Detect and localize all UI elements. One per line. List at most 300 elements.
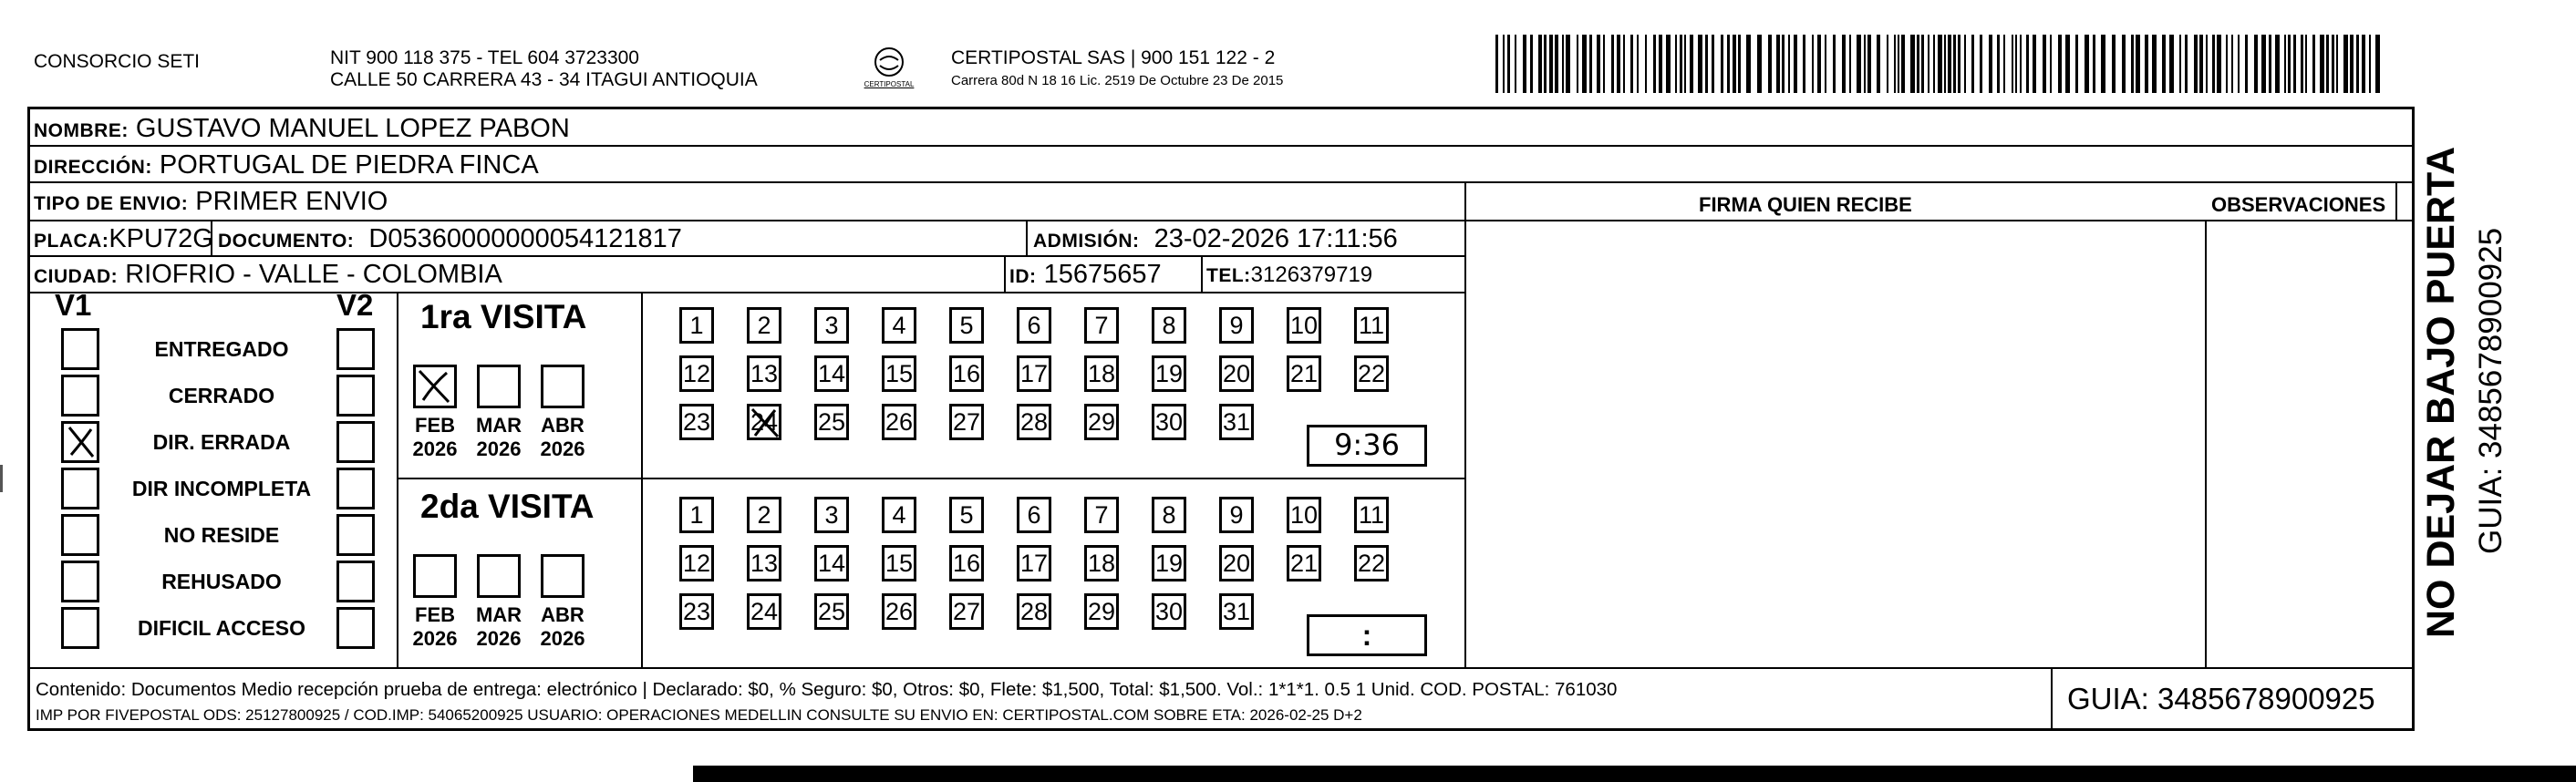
day-box[interactable] [1017, 307, 1051, 344]
day-number: 26 [885, 408, 914, 436]
day-box[interactable] [882, 307, 916, 344]
day-number: 11 [1358, 501, 1385, 529]
day-number: 4 [892, 501, 906, 529]
barcode-bar [2212, 35, 2215, 93]
footer-guia: GUIA: 3485678900925 [2067, 682, 2375, 715]
day-number: 31 [1222, 408, 1251, 436]
day-box[interactable] [1219, 593, 1254, 630]
day-number: 20 [1222, 360, 1251, 387]
day-box[interactable] [1219, 497, 1254, 533]
ciudad-value: RIOFRIO - VALLE - COLOMBIA [125, 260, 502, 289]
barcode-bar [1887, 35, 1888, 93]
ciudad-row: CIUDAD: RIOFRIO - VALLE - COLOMBIA [34, 260, 502, 289]
v1-checkbox[interactable] [61, 607, 99, 649]
day-box[interactable] [814, 404, 849, 440]
id-row: ID: 15675657 [1009, 260, 1162, 289]
barcode-bar [1555, 35, 1558, 93]
barcode-bar [1544, 35, 1547, 93]
status-label: DIR. ERRADA [152, 430, 291, 454]
direccion-row: DIRECCIÓN: PORTUGAL DE PIEDRA FINCA [34, 150, 539, 180]
barcode-bar [1768, 35, 1772, 93]
observaciones-label: OBSERVACIONES [2211, 193, 2386, 216]
day-number: 27 [952, 408, 981, 436]
barcode-bar [2015, 35, 2017, 93]
day-box[interactable] [1354, 545, 1389, 581]
day-number: 6 [1027, 501, 1041, 529]
day-box[interactable] [679, 404, 714, 440]
barcode-bar [1698, 35, 1702, 93]
day-box[interactable] [1084, 404, 1119, 440]
day-box[interactable] [1084, 545, 1119, 581]
month-checkbox[interactable] [477, 554, 521, 598]
day-number: 10 [1289, 312, 1319, 339]
barcode-bar [1953, 35, 1956, 93]
day-number: 16 [952, 550, 981, 577]
month-label: FEB [415, 603, 455, 626]
day-box[interactable] [814, 497, 849, 533]
day-box[interactable] [1084, 355, 1119, 392]
day-box[interactable] [679, 307, 714, 344]
day-number: 17 [1019, 550, 1049, 577]
barcode-bar [1867, 35, 1871, 93]
day-box[interactable] [1084, 497, 1119, 533]
barcode-bar [2012, 35, 2013, 93]
barcode-bar [2065, 35, 2070, 93]
barcode-image [1495, 35, 2385, 93]
day-box[interactable] [1017, 545, 1051, 581]
barcode-bar [1549, 35, 1553, 93]
barcode-bar [1933, 35, 1935, 93]
day-box[interactable] [1287, 307, 1321, 344]
barcode-bar [2320, 35, 2324, 93]
barcode-bar [1577, 35, 1578, 93]
admision-value: 23-02-2026 17:11:56 [1154, 224, 1398, 253]
day-box[interactable] [949, 545, 984, 581]
month-year: 2026 [540, 627, 585, 650]
month-checkbox[interactable] [541, 554, 585, 598]
month-year: 2026 [412, 437, 458, 460]
day-box[interactable] [679, 593, 714, 630]
barcode-bar [2185, 35, 2188, 93]
barcode-bar [1507, 35, 1510, 93]
barcode-bar [1495, 35, 1498, 93]
day-box[interactable] [1354, 307, 1389, 344]
barcode-bar [1989, 35, 1992, 93]
v1-checkbox[interactable] [61, 328, 99, 370]
barcode-bar [1566, 35, 1570, 93]
day-box[interactable] [1287, 497, 1321, 533]
day-number: 30 [1154, 598, 1184, 625]
day-number: 21 [1289, 550, 1319, 577]
day-number: 21 [1289, 360, 1319, 387]
day-box[interactable] [1017, 497, 1051, 533]
barcode-bar [1582, 35, 1587, 93]
day-number: 29 [1087, 408, 1116, 436]
side-guia: GUIA: 3485678900925 [2473, 227, 2509, 554]
v2-checkbox[interactable] [336, 328, 375, 370]
barcode-bar [2226, 35, 2228, 93]
barcode-bar [2050, 35, 2052, 93]
barcode-bar [1917, 35, 1919, 93]
day-box[interactable] [1152, 307, 1186, 344]
barcode-bar [1980, 35, 1982, 93]
month-checkbox[interactable] [541, 365, 585, 408]
day-box[interactable] [949, 497, 984, 533]
v1-checkbox[interactable] [61, 468, 99, 509]
month-label: MAR [475, 414, 522, 437]
tipo-envio-row: TIPO DE ENVIO: PRIMER ENVIO [34, 187, 388, 216]
admision-row: ADMISIÓN: 23-02-2026 17:11:56 [1033, 224, 1398, 253]
day-box[interactable] [1084, 593, 1119, 630]
month-checkbox[interactable] [413, 365, 457, 408]
v1-label: V1 [55, 288, 92, 322]
day-number: 9 [1229, 501, 1244, 529]
v2-checkbox[interactable] [336, 561, 375, 602]
visita2-title: 2da VISITA [420, 488, 595, 525]
day-number: 22 [1357, 550, 1386, 577]
barcode-bar [1825, 35, 1826, 93]
day-box[interactable] [814, 355, 849, 392]
barcode-bar [1659, 35, 1662, 93]
barcode-bar [1938, 35, 1942, 93]
v1-checkbox[interactable] [61, 421, 99, 463]
day-number: 11 [1358, 312, 1385, 339]
v2-checkbox[interactable] [336, 607, 375, 649]
v1-checkbox[interactable] [61, 561, 99, 602]
day-number: 22 [1357, 360, 1386, 387]
nombre-value: GUSTAVO MANUEL LOPEZ PABON [135, 114, 570, 143]
barcode-bar [1921, 35, 1924, 93]
barcode-bar [1637, 35, 1639, 93]
barcode-bar [1898, 35, 1899, 93]
barcode-bar [1538, 35, 1542, 93]
barcode-bar [1910, 35, 1915, 93]
id-value: 15675657 [1043, 260, 1162, 289]
barcode-bar [2254, 35, 2258, 93]
barcode-bar [1680, 35, 1682, 93]
tipo-envio-value: PRIMER ENVIO [195, 187, 388, 216]
barcode-bar [1803, 35, 1805, 93]
day-number: 13 [750, 550, 779, 577]
day-box[interactable] [1354, 355, 1389, 392]
day-box[interactable] [882, 545, 916, 581]
barcode-bar [2043, 35, 2046, 93]
barcode-bar [1666, 35, 1671, 93]
day-number: 28 [1019, 598, 1049, 625]
day-number: 1 [689, 501, 704, 529]
barcode-bar [2293, 35, 2296, 93]
barcode-bar [2131, 35, 2134, 93]
day-number: 8 [1162, 312, 1176, 339]
barcode-bar [1894, 35, 1896, 93]
barcode-bar [2305, 35, 2307, 93]
day-box[interactable] [1084, 307, 1119, 344]
day-number: 4 [892, 312, 906, 339]
day-box[interactable] [814, 545, 849, 581]
barcode-bar [2179, 35, 2181, 93]
barcode-bar [1721, 35, 1723, 93]
barcode-bar [2152, 35, 2157, 93]
v1-checkbox[interactable] [61, 514, 99, 556]
barcode-bar [1944, 35, 1946, 93]
day-number: 2 [757, 312, 771, 339]
day-box[interactable] [814, 307, 849, 344]
barcode-bar [2343, 35, 2348, 93]
barcode-bar [2332, 35, 2334, 93]
day-number: 7 [1094, 501, 1109, 529]
status-label: CERRADO [168, 384, 275, 407]
day-box[interactable] [1287, 545, 1321, 581]
day-box[interactable] [1152, 355, 1186, 392]
day-number: 5 [959, 501, 974, 529]
day-box[interactable] [679, 497, 714, 533]
day-number: 19 [1154, 360, 1184, 387]
barcode-bar [2033, 35, 2036, 93]
day-box[interactable] [679, 355, 714, 392]
barcode-bar [2003, 35, 2005, 93]
day-number: 9 [1229, 312, 1244, 339]
barcode-bar [2122, 35, 2126, 93]
barcode-bar [2169, 35, 2174, 93]
day-number: 7 [1094, 312, 1109, 339]
barcode-bar [2145, 35, 2148, 93]
barcode-bar [1503, 35, 1505, 93]
tel-row: TEL:3126379719 [1206, 262, 1373, 287]
day-box[interactable] [1152, 593, 1186, 630]
barcode-bar [1630, 35, 1633, 93]
month-label: FEB [415, 414, 455, 437]
day-box[interactable] [949, 404, 984, 440]
barcode-bar [2020, 35, 2022, 93]
month-checkbox[interactable] [413, 554, 457, 598]
direccion-value: PORTUGAL DE PIEDRA FINCA [159, 150, 539, 180]
day-number: 20 [1222, 550, 1251, 577]
day-box[interactable] [1287, 355, 1321, 392]
day-number: 5 [959, 312, 974, 339]
nombre-row: NOMBRE: GUSTAVO MANUEL LOPEZ PABON [34, 114, 570, 143]
day-box[interactable] [1017, 593, 1051, 630]
month-label: MAR [475, 603, 522, 626]
company-name: CONSORCIO SETI [34, 51, 201, 72]
day-number: 3 [824, 312, 839, 339]
barcode-bar [2238, 35, 2240, 93]
day-box[interactable] [949, 307, 984, 344]
barcode-bar [1901, 35, 1905, 93]
day-box[interactable] [1152, 404, 1186, 440]
month-year: 2026 [412, 627, 458, 650]
day-number: 29 [1087, 598, 1116, 625]
day-box[interactable] [747, 355, 781, 392]
barcode-bar [1849, 35, 1851, 93]
barcode-bar [1782, 35, 1785, 93]
barcode-bar [2362, 35, 2365, 93]
barcode-bar [2326, 35, 2329, 93]
barcode-bar [1833, 35, 1836, 93]
day-number: 6 [1027, 312, 1041, 339]
barcode-bar [1603, 35, 1605, 93]
barcode-bar [1675, 35, 1677, 93]
day-box[interactable] [1354, 497, 1389, 533]
barcode-bar [1757, 35, 1762, 93]
barcode-bar [1958, 35, 1960, 93]
day-number: 18 [1087, 550, 1116, 577]
month-label: ABR [541, 603, 585, 626]
month-year: 2026 [476, 627, 522, 650]
day-number: 18 [1087, 360, 1116, 387]
day-box[interactable] [1017, 355, 1051, 392]
barcode-bar [2369, 35, 2371, 93]
barcode-bar [1877, 35, 1880, 93]
day-box[interactable] [1219, 355, 1254, 392]
day-box[interactable] [747, 307, 781, 344]
day-box[interactable] [882, 497, 916, 533]
day-box[interactable] [1152, 545, 1186, 581]
day-number: 3 [824, 501, 839, 529]
page-edge [693, 766, 2576, 782]
visita1-time[interactable]: 9:36 [1307, 425, 1427, 467]
month-label: ABR [541, 414, 585, 437]
day-box[interactable] [882, 593, 916, 630]
barcode-bar [1617, 35, 1620, 93]
day-number: 28 [1019, 408, 1049, 436]
barcode-bar [2085, 35, 2089, 93]
barcode-bar [2336, 35, 2338, 93]
barcode-bar [1738, 35, 1741, 93]
placa-row: PLACA:KPU72G [34, 224, 213, 253]
barcode-bar [1530, 35, 1533, 93]
documento-row: DOCUMENTO: D05360000000054121817 [218, 224, 682, 253]
day-number: 24 [750, 408, 779, 436]
day-box[interactable] [814, 593, 849, 630]
logo-text: CERTIPOSTAL [864, 80, 915, 88]
nit-line: NIT 900 118 375 - TEL 604 3723300 [330, 47, 639, 68]
barcode-bar [2136, 35, 2140, 93]
day-box[interactable] [1219, 404, 1254, 440]
day-box[interactable] [747, 404, 781, 440]
day-number: 23 [682, 598, 711, 625]
day-number: 16 [952, 360, 981, 387]
barcode-bar [1597, 35, 1600, 93]
day-box[interactable] [1219, 545, 1254, 581]
barcode-bar [2275, 35, 2280, 93]
barcode-bar [2356, 35, 2359, 93]
barcode-bar [1842, 35, 1846, 93]
barcode-bar [2261, 35, 2266, 93]
day-box[interactable] [747, 545, 781, 581]
scan-mark [0, 465, 3, 492]
v2-checkbox[interactable] [336, 421, 375, 463]
barcode-bar [1684, 35, 1686, 93]
barcode-bar [1653, 35, 1656, 93]
day-box[interactable] [949, 593, 984, 630]
status-label: NO RESIDE [163, 523, 280, 547]
day-number: 10 [1289, 501, 1319, 529]
v2-label: V2 [336, 288, 374, 322]
day-box[interactable] [747, 497, 781, 533]
footer-line2: IMP POR FIVEPOSTAL ODS: 25127800925 / COD.IMP: 54065200925 USUARIO: OPERACIONES MEDELLIN CONSULTE SU ENVIO EN: CERTIPOSTAL.COM SOBRE ETA: 2026-02-25 D+2 [36, 706, 1362, 724]
visita2-time[interactable]: : [1307, 614, 1427, 656]
day-number: 25 [817, 408, 846, 436]
day-box[interactable] [1152, 497, 1186, 533]
barcode-bar [2075, 35, 2078, 93]
v2-checkbox[interactable] [336, 514, 375, 556]
firma-label: FIRMA QUIEN RECIBE [1699, 193, 1912, 216]
barcode-bar [1864, 35, 1866, 93]
barcode-bar [2301, 35, 2303, 93]
day-number: 26 [885, 598, 914, 625]
barcode-bar [1515, 35, 1516, 93]
barcode-bar [2026, 35, 2029, 93]
barcode-bar [2058, 35, 2062, 93]
barcode-bar [1733, 35, 1736, 93]
barcode-bar [2206, 35, 2208, 93]
footer-line1: Contenido: Documentos Medio recepción prueba de entrega: electrónico | Declarado: $0, % Seguro: $0, Otros: $0, Flete: $1,500, Total: $1,500. Vol.: 1*1*1. 0.5 1 Unid. COD. POSTAL: 761030 [36, 679, 1618, 700]
barcode-bar [1690, 35, 1693, 93]
barcode-bar [1523, 35, 1526, 93]
month-checkbox[interactable] [477, 365, 521, 408]
visita1-title: 1ra VISITA [420, 298, 587, 335]
barcode-bar [2199, 35, 2203, 93]
barcode-bar [1611, 35, 1614, 93]
barcode-bar [2194, 35, 2198, 93]
barcode-bar [2231, 35, 2233, 93]
day-box[interactable] [1017, 404, 1051, 440]
month-year: 2026 [540, 437, 585, 460]
v2-checkbox[interactable] [336, 468, 375, 509]
day-number: 2 [757, 501, 771, 529]
day-box[interactable] [1219, 307, 1254, 344]
day-number: 25 [817, 598, 846, 625]
day-number: 27 [952, 598, 981, 625]
side-warning: NO DEJAR BAJO PUERTA [2419, 146, 2463, 638]
day-box[interactable] [882, 355, 916, 392]
day-number: 14 [817, 360, 846, 387]
day-number: 12 [682, 550, 711, 577]
day-number: 19 [1154, 550, 1184, 577]
barcode-bar [2312, 35, 2315, 93]
status-label: DIR INCOMPLETA [131, 477, 312, 500]
status-label: DIFICIL ACCESO [137, 616, 305, 640]
status-label: REHUSADO [161, 570, 282, 593]
day-box[interactable] [679, 545, 714, 581]
day-number: 24 [750, 598, 779, 625]
barcode-bar [2375, 35, 2380, 93]
documento-value: D05360000000054121817 [368, 224, 682, 253]
day-number: 15 [885, 550, 914, 577]
barcode-bar [2162, 35, 2166, 93]
barcode-bar [2093, 35, 2095, 93]
certipostal-line: CERTIPOSTAL SAS | 900 151 122 - 2 [951, 47, 1276, 68]
tel-value: 3126379719 [1250, 262, 1373, 287]
day-box[interactable] [747, 593, 781, 630]
v2-checkbox[interactable] [336, 375, 375, 417]
day-box[interactable] [949, 355, 984, 392]
barcode-bar [1589, 35, 1592, 93]
v1-checkbox[interactable] [61, 375, 99, 417]
barcode-bar [1997, 35, 2000, 93]
barcode-bar [2217, 35, 2221, 93]
certipostal-logo [857, 44, 921, 98]
day-box[interactable] [882, 404, 916, 440]
day-number: 1 [689, 312, 704, 339]
status-label: ENTREGADO [154, 337, 289, 361]
month-year: 2026 [476, 437, 522, 460]
barcode-bar [1964, 35, 1966, 93]
day-number: 23 [682, 408, 711, 436]
barcode-bar [1971, 35, 1974, 93]
address-line: CALLE 50 CARRERA 43 - 34 ITAGUI ANTIOQUIA [330, 69, 758, 90]
barcode-bar [1817, 35, 1821, 93]
